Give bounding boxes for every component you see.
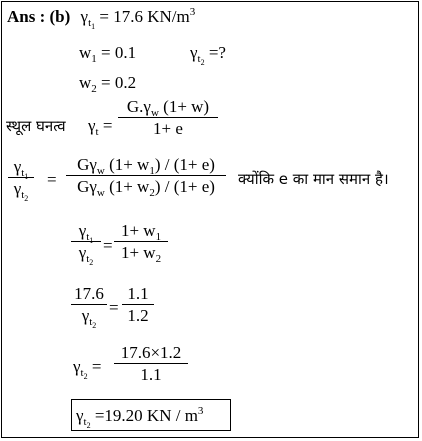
step2-rhs-fraction: 1.1 1.2 bbox=[122, 285, 154, 324]
step3-rhs-fraction: 17.6×1.2 1.1 bbox=[114, 344, 188, 383]
given-w1: $w_1 = 0.1$ bbox=[79, 43, 137, 65]
gamma-symbol: γ bbox=[80, 7, 89, 26]
reason-text: क्योंकि e का मान समान है। bbox=[238, 170, 389, 188]
subscript-t: t1 bbox=[88, 17, 96, 31]
step2-equals: = bbox=[109, 298, 119, 317]
gamma-t1-value: = 17.6 KN/m bbox=[99, 7, 190, 26]
step3-lhs: $\gamma_{t_2}$ = bbox=[73, 357, 102, 381]
step2-lhs-fraction: 17.6 $\gamma_{t_2}$ bbox=[71, 285, 107, 324]
step1-equals: = bbox=[103, 236, 113, 255]
formula-lhs: $\gamma_t$ = bbox=[88, 116, 113, 138]
ratio-rhs-fraction: $G\gamma_w$ $(1+ w_1) / (1+ e)$ $G\gamma_w$ $(1+ w_2) / (1+ e)$ bbox=[66, 156, 226, 195]
final-answer: $\gamma_{t_2} =19.20$ KN / $m^3$ bbox=[76, 405, 204, 430]
given-w2: $w_2 = 0.2$ bbox=[79, 73, 137, 95]
bulk-density-label: स्थूल घनत्व bbox=[6, 117, 66, 135]
answer-heading bbox=[7, 6, 196, 31]
solution-frame bbox=[1, 1, 419, 438]
ratio-lhs-fraction: $\gamma_{t_1}$ $\gamma_{t_2}$ bbox=[8, 158, 34, 197]
equals-sign: = bbox=[47, 170, 57, 189]
given-gamma-t2: $\gamma_{t_2}$ =? bbox=[190, 43, 226, 67]
fraction-bar bbox=[118, 117, 218, 118]
fraction-denominator: 1+ e bbox=[153, 119, 183, 138]
answer-label: Ans : (b) bbox=[7, 7, 71, 26]
step1-lhs-fraction: $\gamma_{t_1}$ $\gamma_{t_2}$ bbox=[71, 222, 101, 261]
step1-rhs-fraction: $1+ w_1$ $1+ w_2$ bbox=[114, 222, 168, 261]
bulk-density-fraction bbox=[118, 98, 218, 137]
exponent: 3 bbox=[189, 6, 196, 18]
fraction-numerator: $G.\gamma_w$ (1+ w) bbox=[126, 97, 210, 119]
